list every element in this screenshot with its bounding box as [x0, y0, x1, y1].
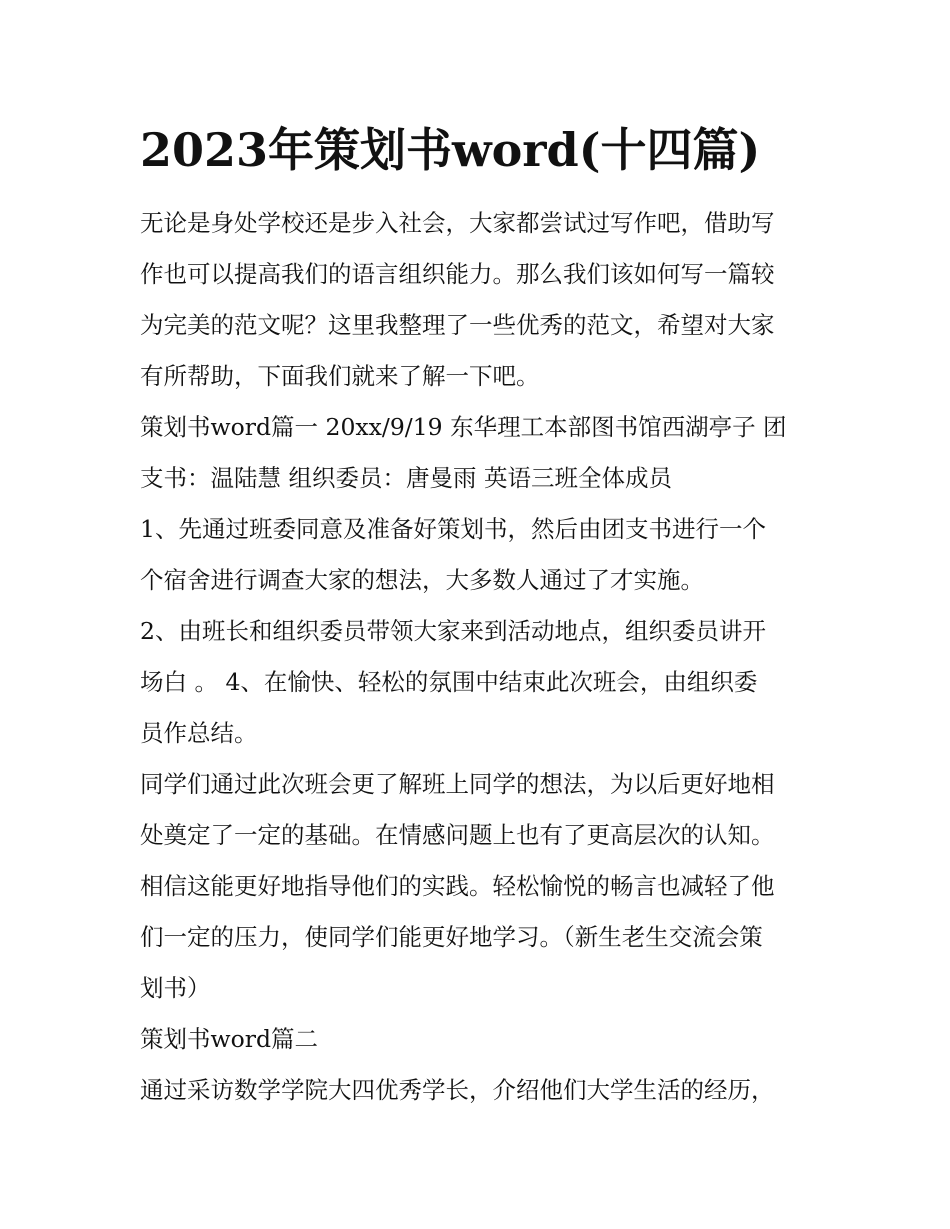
paragraph-intro [140, 198, 812, 402]
text-line: 支书：温陆慧 组织委员：唐曼雨 英语三班全体成员 [140, 464, 672, 492]
text-line: 相信这能更好地指导他们的实践。轻松愉悦的畅言也减轻了他 [140, 872, 775, 900]
document-page [140, 118, 812, 1116]
text-line: 有所帮助，下面我们就来了解一下吧。 [140, 362, 540, 390]
text-line: 同学们通过此次班会更了解班上同学的想法，为以后更好地相 [140, 770, 775, 798]
paragraph-step-one [140, 504, 812, 606]
paragraph-section-one-header [140, 402, 812, 504]
text-line: 场白 。 4、在愉快、轻松的氛围中结束此次班会，由组织委 [140, 668, 758, 696]
section-two-heading [140, 1014, 812, 1065]
text-line: 划书） [140, 974, 211, 1002]
paragraph-section-two-intro [140, 1065, 812, 1116]
document-body [140, 198, 812, 1116]
text-line: 员作总结。 [140, 719, 258, 747]
text-line: 1、先通过班委同意及准备好策划书，然后由团支书进行一个 [140, 515, 766, 543]
paragraph-conclusion [140, 759, 812, 1014]
text-line: 处奠定了一定的基础。在情感问题上也有了更高层次的认知。 [140, 821, 775, 849]
paragraph-step-two [140, 606, 812, 759]
text-line: 个宿舍进行调查大家的想法，大多数人通过了才实施。 [140, 566, 704, 594]
text-line: 2、由班长和组织委员带领大家来到活动地点，组织委员讲开 [140, 617, 766, 645]
document-title: 2023年策划书word(十四篇) [140, 123, 761, 177]
text-line: 通过采访数学学院大四优秀学长，介绍他们大学生活的经历， [140, 1076, 775, 1104]
text-line: 为完美的范文呢？这里我整理了一些优秀的范文，希望对大家 [140, 311, 775, 339]
text-line: 们一定的压力，使同学们能更好地学习。（新生老生交流会策 [140, 923, 763, 951]
text-line: 策划书word篇二 [140, 1025, 319, 1053]
text-line: 无论是身处学校还是步入社会，大家都尝试过写作吧，借助写 [140, 209, 775, 237]
text-line: 作也可以提高我们的语言组织能力。那么我们该如何写一篇较 [140, 260, 775, 288]
text-line: 策划书word篇一 20xx/9/19 东华理工本部图书馆西湖亭子 团 [140, 413, 787, 441]
